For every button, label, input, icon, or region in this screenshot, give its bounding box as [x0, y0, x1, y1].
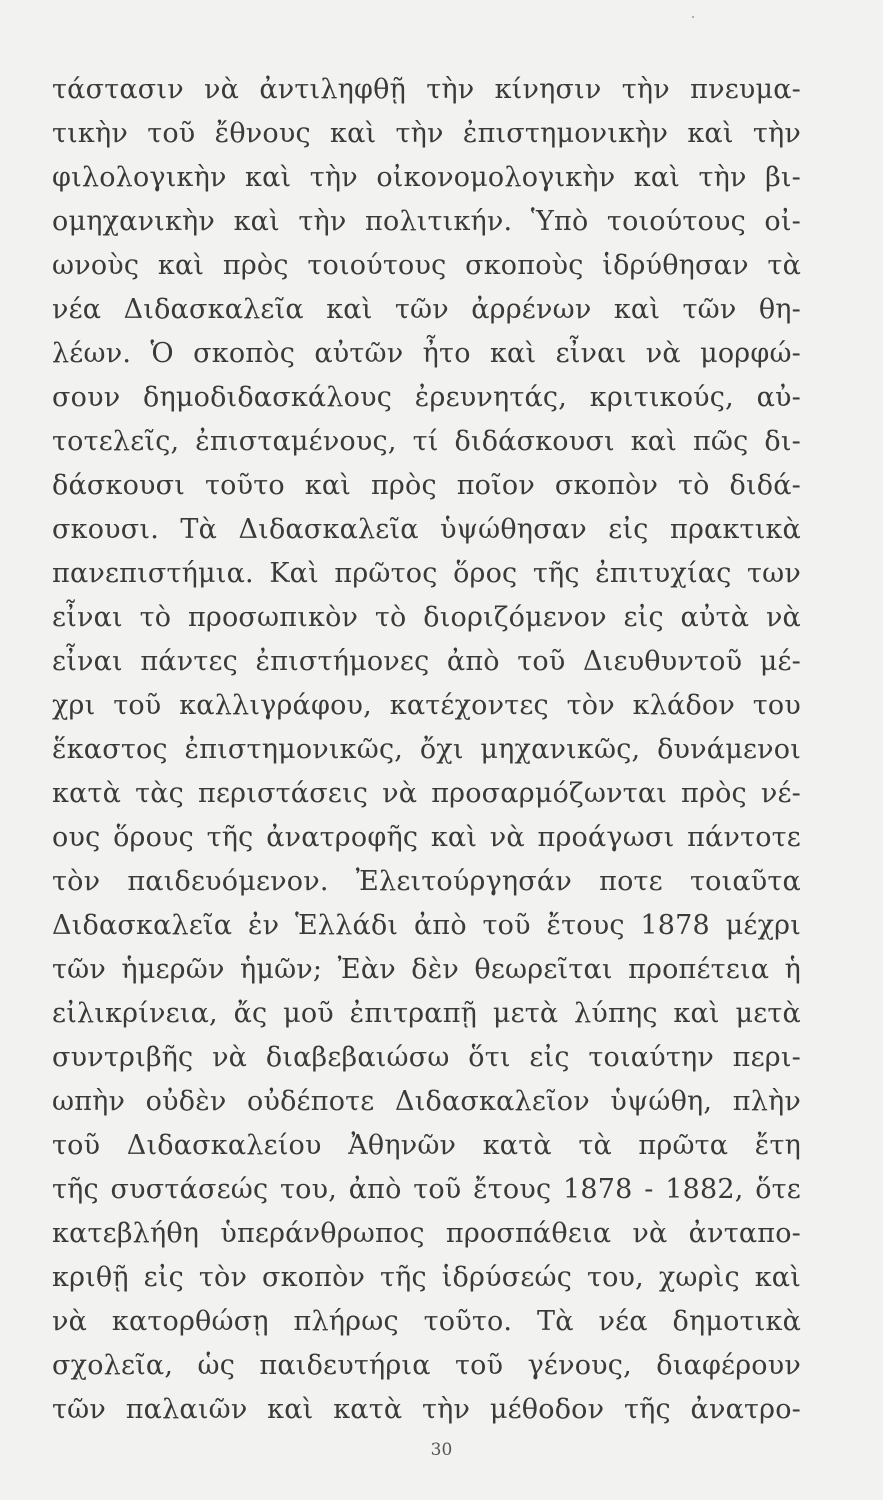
- text-line: κατεβλήθη ὑπεράνθρωπος προσπάθεια νὰ ἀνταπο-: [52, 1218, 801, 1249]
- text-line: εἰλικρίνεια, ἄς μοῦ ἐπιτραπῇ μετὰ λύπης καὶ μετὰ: [52, 998, 801, 1029]
- text-line: εἶναι τὸ προσωπικὸν τὸ διοριζόμενον εἰς αὐτὰ νὰ: [52, 602, 801, 633]
- text-line: σκουσι. Τὰ Διδασκαλεῖα ὑψώθησαν εἰς πρακτικὰ: [52, 514, 801, 545]
- text-line: εἶναι πάντες ἐπιστήμονες ἀπὸ τοῦ Διευθυντοῦ μέ-: [52, 646, 801, 677]
- text-line: λέων. Ὁ σκοπὸς αὐτῶν ἦτο καὶ εἶναι νὰ μορφώ-: [52, 338, 801, 369]
- text-line: τὸν παιδευόμενον. Ἐλειτούργησάν ποτε τοιαῦτα: [52, 866, 801, 897]
- text-line: χρι τοῦ καλλιγράφου, κατέχοντες τὸν κλάδον του: [52, 690, 801, 721]
- page-number: 30: [430, 1440, 453, 1460]
- text-line: τάστασιν νὰ ἀντιληφθῇ τὴν κίνησιν τὴν πνευμα-: [52, 74, 801, 105]
- text-line: Διδασκαλεῖα ἐν Ἑλλάδι ἀπὸ τοῦ ἔτους 1878 μέχρι: [52, 910, 801, 941]
- text-line: δάσκουσι τοῦτο καὶ πρὸς ποῖον σκοπὸν τὸ διδά-: [52, 470, 801, 501]
- text-line: ωνοὺς καὶ πρὸς τοιούτους σκοποὺς ἱδρύθησαν τὰ: [52, 250, 801, 281]
- text-line: τικὴν τοῦ ἔθνους καὶ τὴν ἐπιστημονικὴν καὶ τὴν: [52, 118, 801, 149]
- text-line: τῶν ἡμερῶν ἡμῶν; Ἐὰν δὲν θεωρεῖται προπέτεια ἡ: [52, 954, 801, 985]
- text-line: ἕκαστος ἐπιστημονικῶς, ὄχι μηχανικῶς, δυνάμενοι: [52, 734, 801, 765]
- text-line: ομηχανικὴν καὶ τὴν πολιτικήν. Ὑπὸ τοιούτους οἰ-: [52, 206, 801, 237]
- text-line: πανεπιστήμια. Καὶ πρῶτος ὅρος τῆς ἐπιτυχίας των: [52, 558, 801, 589]
- text-line: τοῦ Διδασκαλείου Ἀθηνῶν κατὰ τὰ πρῶτα ἔτη: [52, 1130, 801, 1161]
- text-line: κριθῇ εἰς τὸν σκοπὸν τῆς ἱδρύσεώς του, χωρὶς καὶ: [52, 1262, 801, 1293]
- text-line: τοτελεῖς, ἐπισταμένους, τί διδάσκουσι καὶ πῶς δι-: [52, 426, 801, 457]
- text-line: ωπὴν οὐδὲν οὐδέποτε Διδασκαλεῖον ὑψώθη, πλὴν: [52, 1086, 801, 1117]
- text-line: φιλολογικὴν καὶ τὴν οἰκονομολογικὴν καὶ τὴν βι-: [52, 162, 801, 193]
- paper-speck: [692, 16, 694, 18]
- text-line: κατὰ τὰς περιστάσεις νὰ προσαρμόζωνται πρὸς νέ-: [52, 778, 801, 809]
- text-line: τῆς συστάσεώς του, ἀπὸ τοῦ ἔτους 1878 - 1882, ὅτε: [52, 1174, 801, 1205]
- text-line: νὰ κατορθώσῃ πλήρως τοῦτο. Τὰ νέα δημοτικὰ: [52, 1306, 801, 1337]
- text-line: σουν δημοδιδασκάλους ἐρευνητάς, κριτικούς, αὐ-: [52, 382, 801, 413]
- text-line: ους ὅρους τῆς ἀνατροφῆς καὶ νὰ προάγωσι πάντοτε: [52, 822, 801, 853]
- text-line: συντριβῆς νὰ διαβεβαιώσω ὅτι εἰς τοιαύτην περι-: [52, 1042, 801, 1073]
- text-line: τῶν παλαιῶν καὶ κατὰ τὴν μέθοδον τῆς ἀνατρο-: [52, 1394, 801, 1425]
- text-line: σχολεῖα, ὡς παιδευτήρια τοῦ γένους, διαφέρουν: [52, 1350, 801, 1381]
- text-line: νέα Διδασκαλεῖα καὶ τῶν ἀρρένων καὶ τῶν θη-: [52, 294, 801, 325]
